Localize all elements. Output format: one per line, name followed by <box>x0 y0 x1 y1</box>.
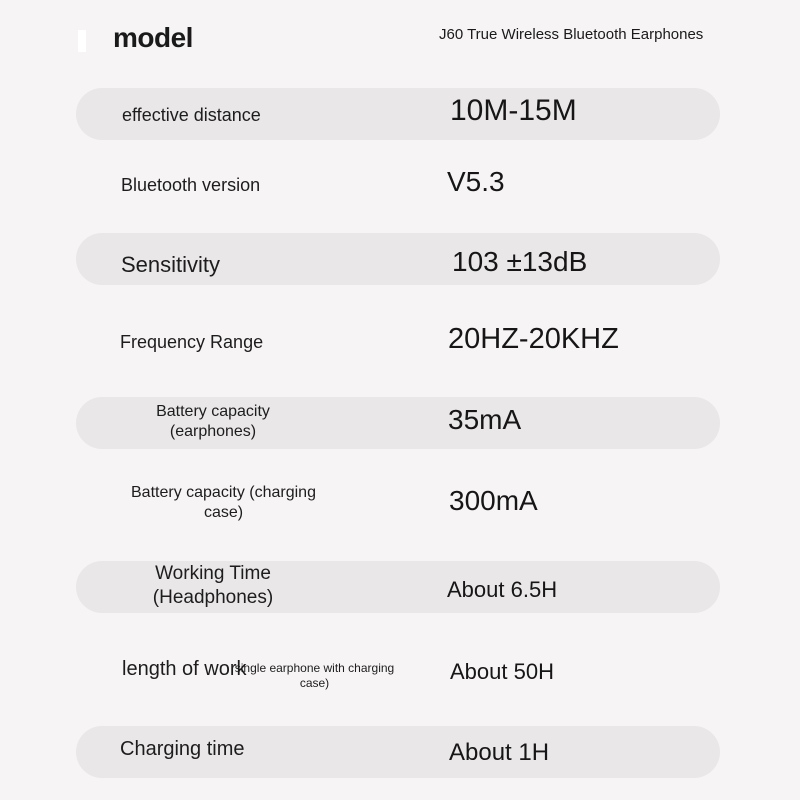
spec-label: Bluetooth version <box>121 175 261 195</box>
spec-value: 10M-15M <box>450 94 577 127</box>
spec-label-line: Battery capacity (charging <box>131 484 316 501</box>
spec-label-line: (Headphones) <box>152 586 274 608</box>
spec-value: 20HZ-20KHZ <box>448 323 619 355</box>
spec-note-line: case) <box>299 676 330 690</box>
spec-note-line: single earphone with charging <box>234 661 395 675</box>
spec-label: Charging time <box>120 738 245 760</box>
spec-label <box>143 402 283 442</box>
spec-label-line: Battery capacity <box>156 403 270 420</box>
spec-label-line: (earphones) <box>169 423 257 440</box>
spec-header-value: J60 True Wireless Bluetooth Earphones <box>439 26 704 43</box>
spec-value: About 1H <box>449 739 550 766</box>
spec-value: V5.3 <box>447 166 505 197</box>
left-edge-mark <box>78 30 86 52</box>
spec-label <box>116 483 331 523</box>
spec-label: effective distance <box>122 105 261 125</box>
spec-label-line: case) <box>203 504 244 521</box>
spec-value: About 6.5H <box>447 577 558 602</box>
spec-label: Sensitivity <box>121 252 221 277</box>
spec-label <box>143 562 283 610</box>
spec-header-label: model <box>113 22 193 53</box>
spec-value: 103 ±13dB <box>452 246 588 277</box>
spec-label-line: Working Time <box>155 563 271 584</box>
spec-label-note <box>232 661 397 691</box>
spec-value: 35mA <box>448 404 522 435</box>
spec-value: About 50H <box>450 659 554 684</box>
spec-label: Frequency Range <box>120 332 264 352</box>
spec-label: length of work <box>122 658 247 680</box>
spec-value: 300mA <box>449 485 538 516</box>
